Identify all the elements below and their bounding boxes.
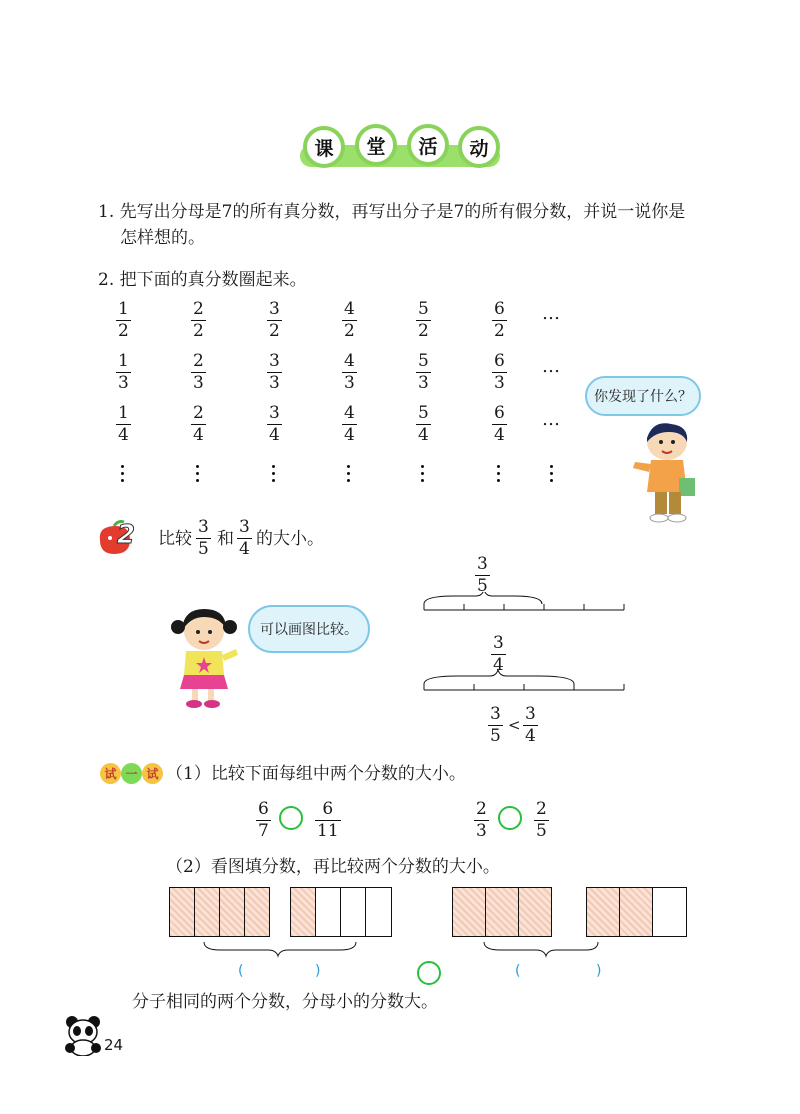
- try-part1: （1）比较下面每组中两个分数的大小。: [166, 764, 466, 784]
- fraction[interactable]: 5 4: [418, 403, 429, 445]
- example-fraction-2: 3 4: [239, 517, 250, 559]
- result-fraction-left: 3 5: [490, 704, 501, 746]
- banner-char-2: 堂: [355, 124, 397, 166]
- fraction[interactable]: 4 3: [344, 351, 355, 393]
- pair2-right: 2 5: [536, 799, 547, 841]
- fraction[interactable]: 2 2: [193, 299, 204, 341]
- comparison-circle[interactable]: [279, 806, 303, 830]
- answer-blank-1[interactable]: [250, 962, 312, 982]
- girl-illustration: [168, 605, 243, 710]
- fraction[interactable]: 2 4: [193, 403, 204, 445]
- vertical-ellipsis: [196, 465, 199, 482]
- fraction[interactable]: 6 3: [494, 351, 505, 393]
- vertical-ellipsis: [347, 465, 350, 482]
- q1-line1: 1. 先写出分母是7的所有真分数，再写出分子是7的所有假分数，并说一说你是: [98, 202, 686, 222]
- boy-speech-text: 你发现了什么？: [594, 389, 692, 405]
- girl-speech-bubble: [248, 605, 370, 653]
- page-number: 24: [104, 1036, 124, 1054]
- fraction[interactable]: 4 2: [344, 299, 355, 341]
- boy-illustration: [625, 420, 705, 530]
- q1-line2: 怎样想的。: [120, 228, 205, 248]
- fraction[interactable]: 6 2: [494, 299, 505, 341]
- vertical-ellipsis: [497, 465, 500, 482]
- ellipsis: …: [542, 409, 561, 430]
- banner-char-3: 活: [407, 124, 449, 166]
- conclusion-text: 分子相同的两个分数，分母小的分数大。: [132, 992, 438, 1012]
- vertical-ellipsis: [421, 465, 424, 482]
- vertical-ellipsis: [121, 465, 124, 482]
- rect-figure-1: [169, 887, 270, 937]
- fraction[interactable]: 5 2: [418, 299, 429, 341]
- fraction[interactable]: 5 3: [418, 351, 429, 393]
- vertical-ellipsis: [550, 465, 553, 482]
- result-operator: <: [508, 716, 521, 734]
- banner-char-4: 动: [458, 126, 500, 168]
- fraction[interactable]: 1 3: [118, 351, 129, 393]
- vertical-ellipsis: [272, 465, 275, 482]
- fraction[interactable]: 3 4: [269, 403, 280, 445]
- result-fraction-right: 3 4: [525, 704, 536, 746]
- number-line-bottom-label: 3 4: [493, 633, 504, 675]
- rect-figure-3: [452, 887, 552, 937]
- ellipsis: …: [542, 356, 561, 377]
- try-badge-char-2: 一: [121, 763, 142, 784]
- example-prefix: 比较: [158, 529, 192, 549]
- figure-braces: [200, 938, 600, 958]
- example-fraction-1: 3 5: [198, 517, 209, 559]
- answer-paren-open: (: [238, 963, 244, 979]
- rect-figure-2: [290, 887, 392, 937]
- answer-paren-close: ): [596, 963, 602, 979]
- pair1-right: 6 11: [317, 799, 339, 841]
- example-suffix: 的大小。: [256, 529, 324, 549]
- pair1-left: 6 7: [258, 799, 269, 841]
- fraction[interactable]: 4 4: [344, 403, 355, 445]
- answer-blank-2[interactable]: [527, 962, 593, 982]
- answer-paren-open: (: [515, 963, 521, 979]
- pair2-left: 2 3: [476, 799, 487, 841]
- fraction[interactable]: 3 2: [269, 299, 280, 341]
- fraction[interactable]: 3 3: [269, 351, 280, 393]
- try-it-badge: [100, 763, 163, 784]
- banner-char-1: 课: [303, 126, 345, 168]
- answer-paren-close: ): [315, 963, 321, 979]
- comparison-circle[interactable]: [417, 961, 441, 985]
- fraction[interactable]: 6 4: [494, 403, 505, 445]
- example-number: 2: [117, 520, 136, 550]
- try-badge-char-1: 试: [100, 763, 121, 784]
- fraction[interactable]: 1 2: [118, 299, 129, 341]
- girl-speech-text: 可以画图比较。: [260, 622, 358, 638]
- fraction[interactable]: 1 4: [118, 403, 129, 445]
- q2-title: 2. 把下面的真分数圈起来。: [98, 270, 307, 290]
- number-line-diagram: [420, 592, 630, 692]
- try-badge-char-3: 试: [142, 763, 163, 784]
- number-line-top-label: 3 5: [477, 554, 488, 596]
- ellipsis: …: [542, 303, 561, 324]
- fraction[interactable]: 2 3: [193, 351, 204, 393]
- rect-figure-4: [586, 887, 687, 937]
- comparison-circle[interactable]: [498, 806, 522, 830]
- example-mid: 和: [217, 529, 234, 549]
- try-part2: （2）看图填分数，再比较两个分数的大小。: [166, 857, 500, 877]
- boy-speech-bubble: [585, 376, 701, 416]
- panda-icon: [64, 1014, 104, 1056]
